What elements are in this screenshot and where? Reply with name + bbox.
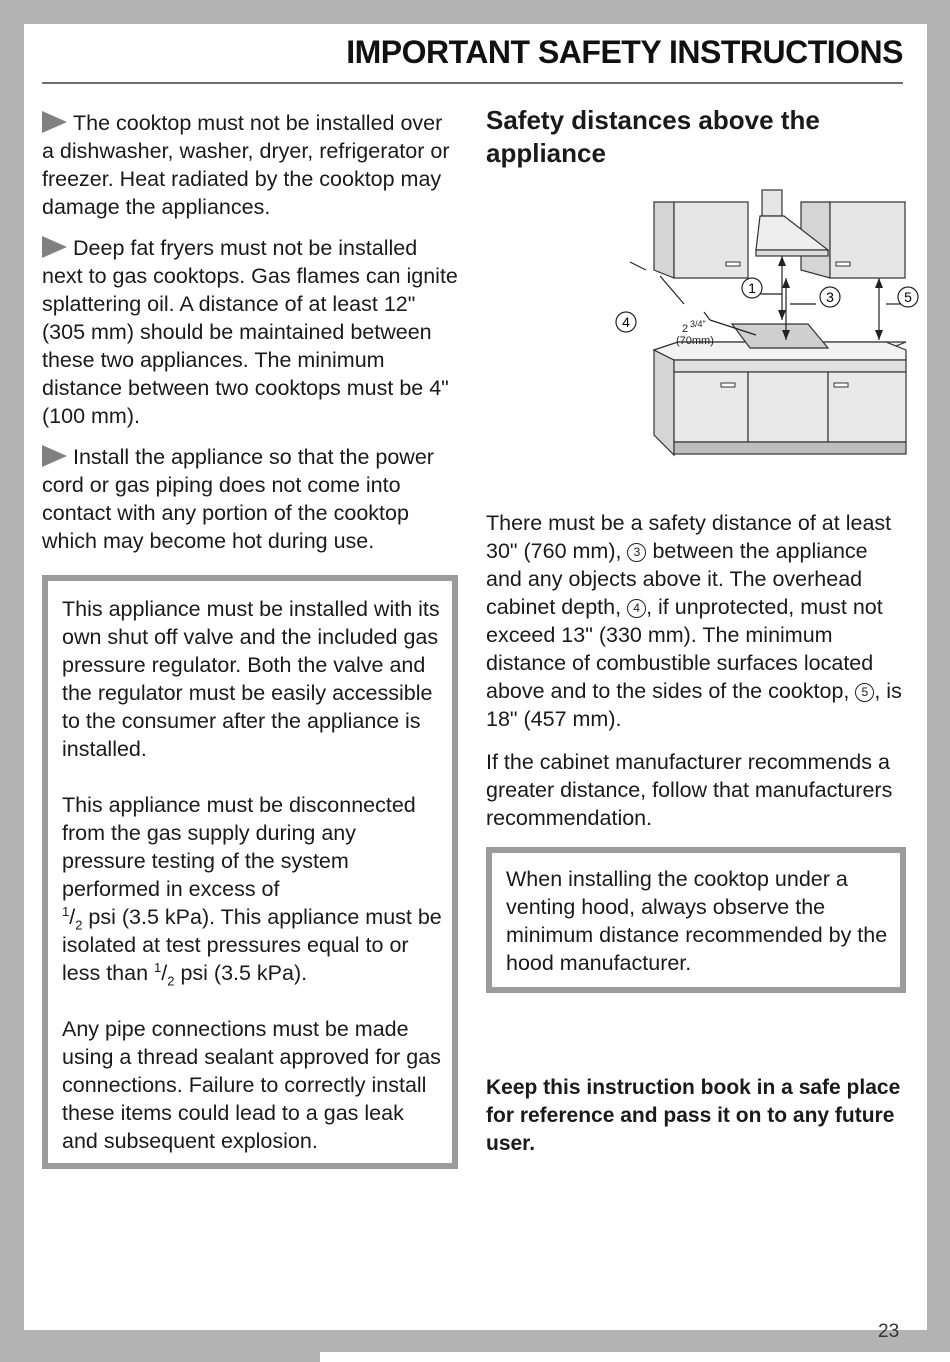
label-4-marker: [616, 312, 636, 332]
circled-3: 3: [627, 543, 646, 562]
gas-warning-p3: Any pipe connections must be made using a thread sealant approved for gas connections. Failure to correctly install these items could lead to a gas leak and subsequent explosion.: [62, 1017, 441, 1153]
svg-text:1: 1: [748, 280, 756, 296]
distance-paragraph: There must be a safety distance of at least 30" (760 mm), 3 between the appliance and any objects above it. The overhead cabinet depth, 4 , if unprotected, must not exceed 13" (330 mm). The minimum distance of combustible surfaces located above and to the sides of the cooktop, 5 , is 18" (457 mm).: [486, 511, 902, 731]
keep-instructions-note: Keep this instruction book in a safe place for reference and pass it on to any future user.: [486, 1076, 901, 1155]
gas-warning-p1: This appliance must be installed with its own shut off valve and the included gas pressure regulator. Both the valve and the regulator must be easily accessible to the consumer after the appliance is installed.: [62, 597, 440, 761]
label-5-marker: [898, 287, 918, 307]
section-title: Safety distances above the appliance: [486, 105, 820, 168]
gas-warning-box: [42, 575, 458, 1169]
upper-cabinet-right: [801, 202, 905, 278]
svg-text:3: 3: [826, 289, 834, 305]
gas-warning-p2: This appliance must be disconnected from the gas supply during any pressure testing of the system performed in excess of $^1/_2$ psi (3.5 kPa). This appliance must be isolated at test pressures equal to or less than $^1/_2$ psi (3.5 kPa).: [62, 793, 442, 989]
upper-cabinet-left: [654, 202, 748, 278]
svg-text:(70mm): (70mm): [676, 335, 714, 347]
svg-text:4: 4: [622, 314, 630, 330]
circled-5: 5: [855, 683, 874, 702]
svg-text:5: 5: [904, 289, 912, 305]
bullet-paragraph-3: Install the appliance so that the power cord or gas piping does not come into contact with any portion of the cooktop which may become hot during use.: [42, 445, 434, 553]
base-cabinet: [654, 342, 906, 455]
svg-text:2: 2: [682, 323, 689, 335]
label-1-marker: [742, 278, 762, 298]
label-3-marker: [820, 287, 840, 307]
bullet-paragraph-1: The cooktop must not be installed over a dishwasher, washer, dryer, refrigerator or freezer. Heat radiated by the cooktop may damage the appliances.: [42, 111, 450, 219]
triangle-bullet-icon: [42, 111, 67, 133]
page-number: 23: [878, 1321, 900, 1342]
header-rule: [42, 82, 903, 84]
bottom-strip: [320, 1352, 950, 1362]
dimension-label: [676, 319, 714, 347]
bullet-paragraph-2: Deep fat fryers must not be installed next to gas cooktops. Gas flames can ignite splattering oil. A distance of at least 12" (305 mm) should be maintained between these two appliances. The minimum distance between two cooktops must be 4" (100 mm).: [42, 236, 458, 428]
left-column: [42, 109, 458, 1169]
svg-text:3/4": 3/4": [690, 319, 706, 329]
right-column: [486, 104, 912, 1158]
safety-distance-diagram: [546, 190, 912, 465]
page-title: IMPORTANT SAFETY INSTRUCTIONS: [346, 34, 903, 70]
circled-4: 4: [627, 599, 646, 618]
hood-note-box: [486, 847, 906, 993]
triangle-bullet-icon: [42, 236, 67, 258]
manufacturer-paragraph: If the cabinet manufacturer recommends a greater distance, follow that manufacturers recommendation.: [486, 750, 893, 830]
triangle-bullet-icon: [42, 445, 67, 467]
hood-note-text: When installing the cooktop under a venting hood, always observe the minimum distance recommended by the hood manufacturer.: [506, 867, 888, 975]
